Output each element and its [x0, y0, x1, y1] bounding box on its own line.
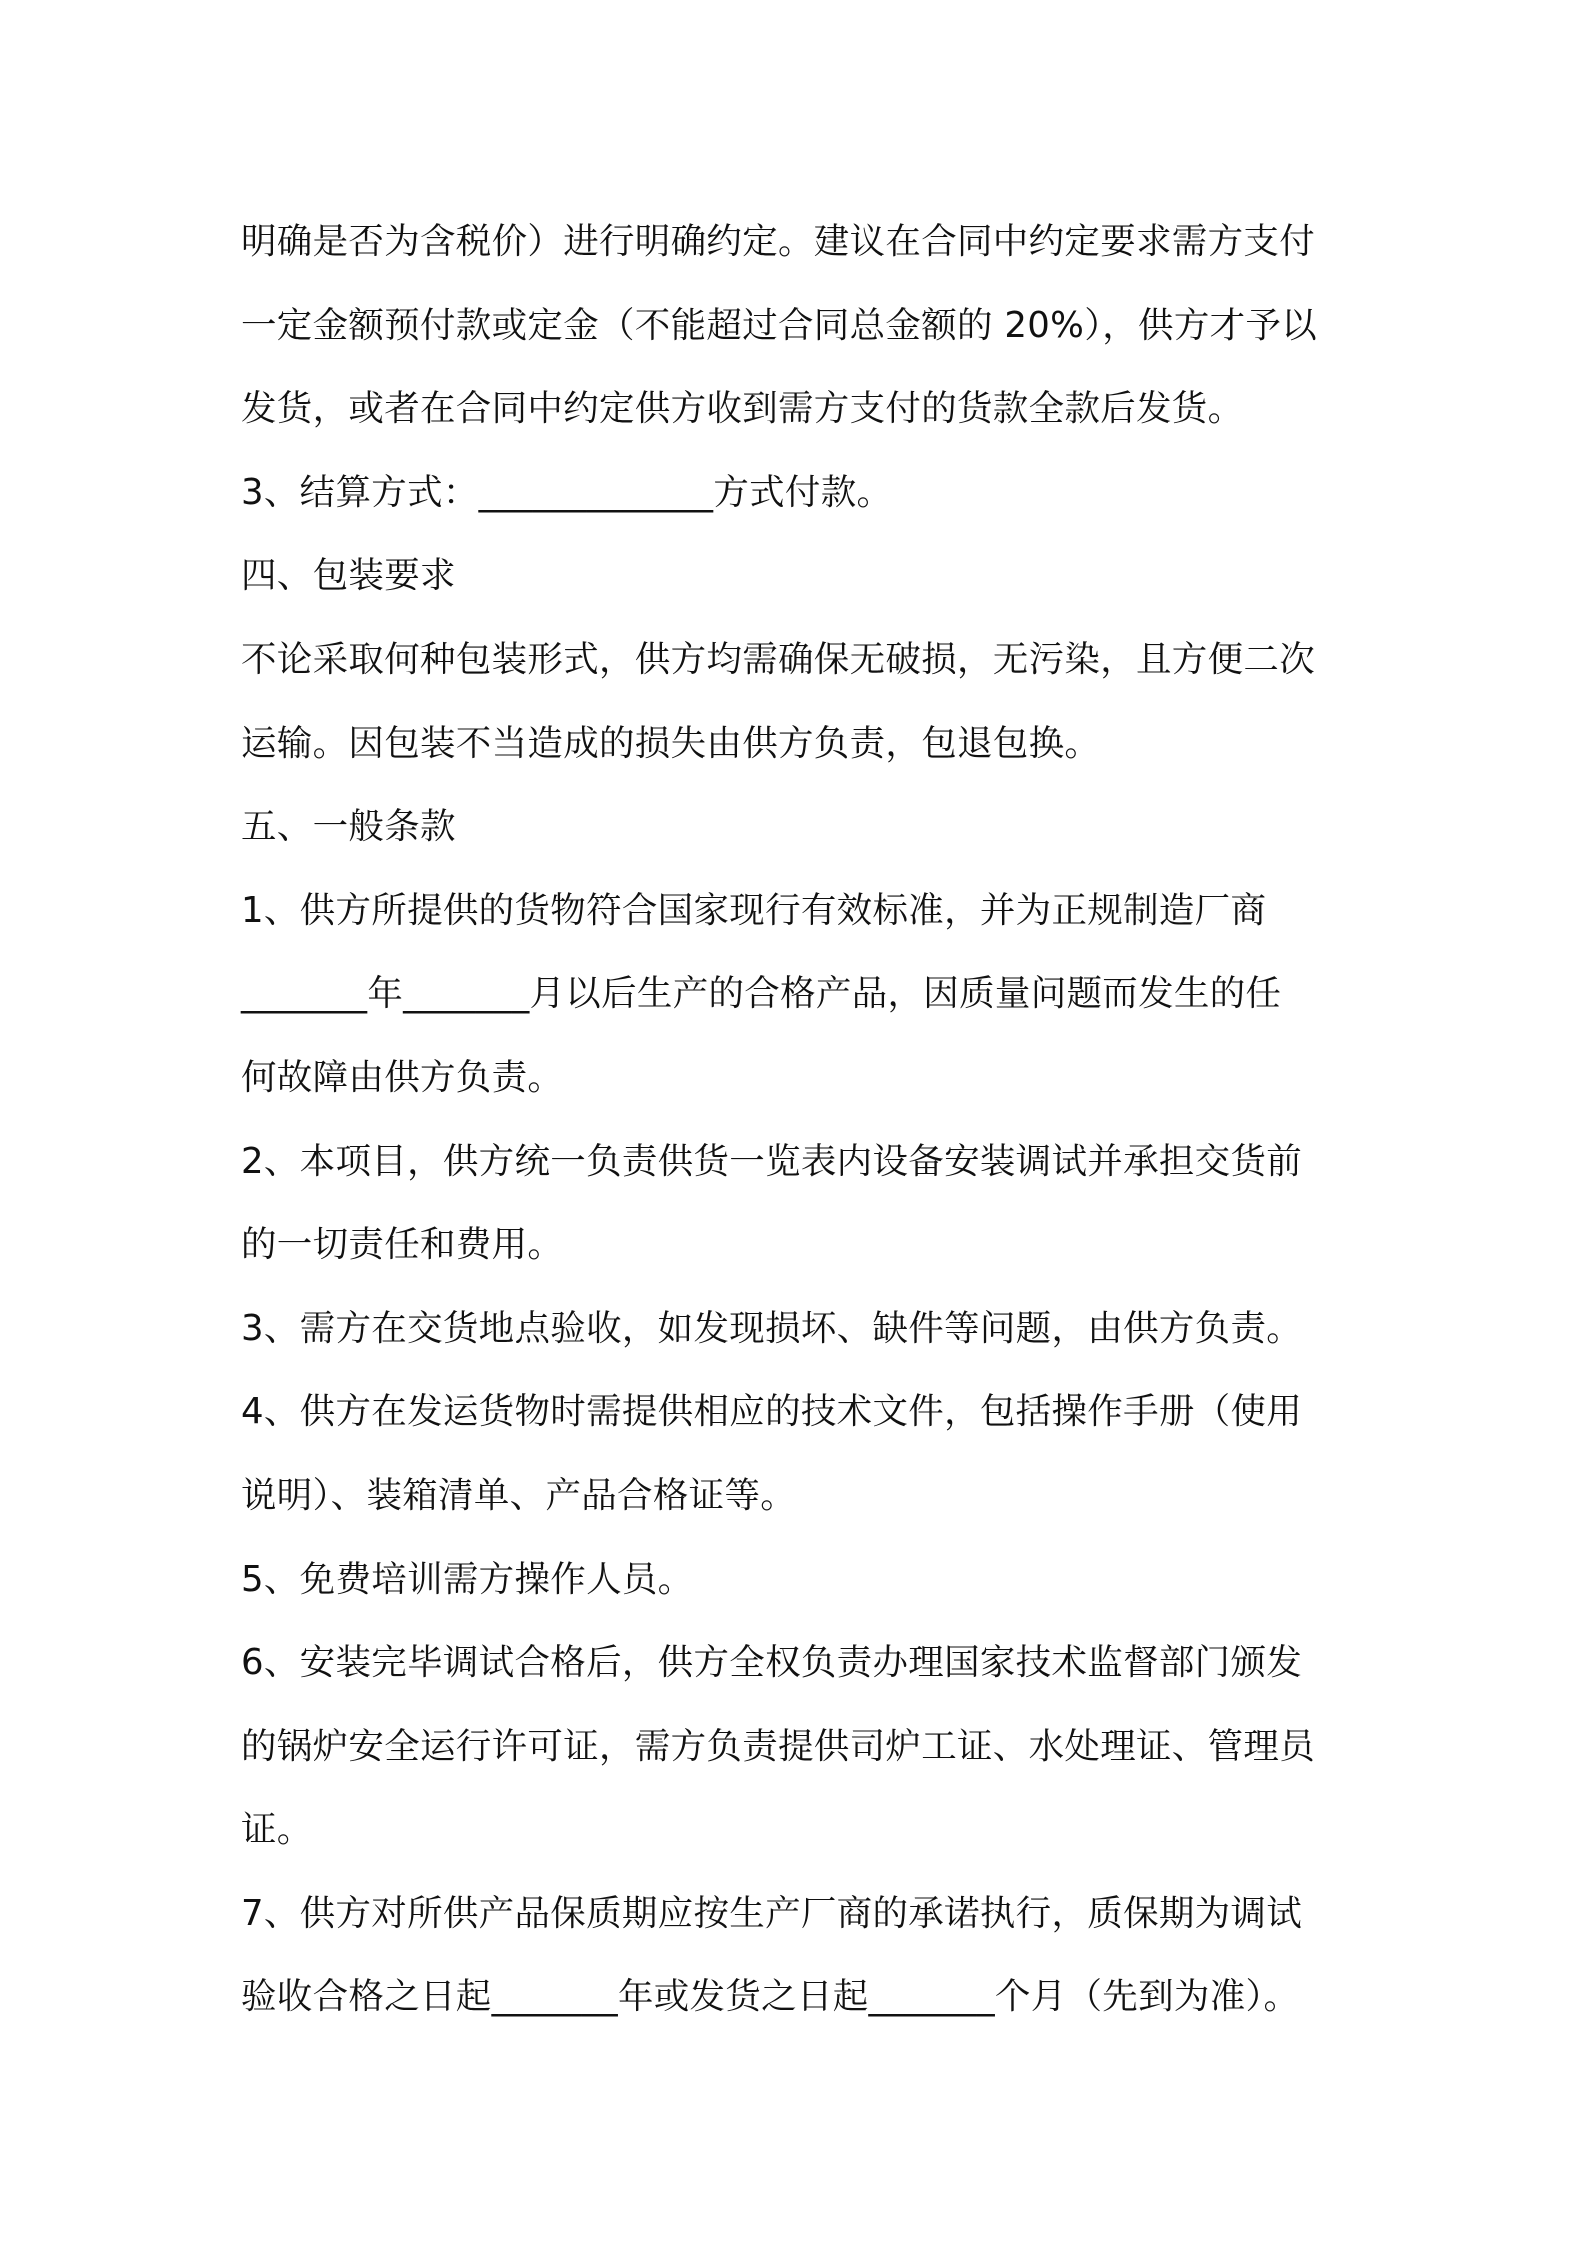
clause-settlement-method: 3、结算方式：_____________方式付款。: [241, 471, 893, 513]
text-line: 运输。因包装不当造成的损失由供方负责，包退包换。: [241, 722, 1101, 764]
text-line: 说明）、装箱清单、产品合格证等。: [241, 1474, 797, 1516]
text-line: 不论采取何种包装形式，供方均需确保无破损，无污染，且方便二次: [241, 638, 1316, 680]
clause-7: 7、供方对所供产品保质期应按生产厂商的承诺执行，质保期为调试: [241, 1892, 1303, 1934]
text-line: 何故障由供方负责。: [241, 1056, 564, 1098]
text-line: 明确是否为含税价）进行明确约定。建议在合同中约定要求需方支付: [241, 221, 1316, 262]
section-heading-general-terms: 五、一般条款: [241, 806, 456, 848]
text-line: 证。: [241, 1809, 313, 1851]
text-line: 一定金额预付款或定金（不能超过合同总金额的 20%），供方才予以: [241, 304, 1318, 346]
clause-3: 3、需方在交货地点验收，如发现损坏、缺件等问题，由供方负责。: [241, 1307, 1303, 1349]
document-body: [241, 200, 1361, 2039]
text-line: 的一切责任和费用。: [241, 1224, 564, 1266]
text-line: 的锅炉安全运行许可证，需方负责提供司炉工证、水处理证、管理员: [241, 1725, 1316, 1767]
section-heading-packaging: 四、包装要求: [241, 555, 456, 597]
clause-1: 1、供方所提供的货物符合国家现行有效标准，并为正规制造厂商: [241, 889, 1267, 931]
clause-6: 6、安装完毕调试合格后，供方全权负责办理国家技术监督部门颁发: [241, 1642, 1303, 1684]
clause-5: 5、免费培训需方操作人员。: [241, 1558, 694, 1600]
clause-4: 4、供方在发运货物时需提供相应的技术文件，包括操作手册（使用: [241, 1391, 1303, 1433]
text-line: _______年_______月以后生产的合格产品，因质量问题而发生的任: [241, 973, 1282, 1015]
text-line: 发货，或者在合同中约定供方收到需方支付的货款全款后发货。: [241, 388, 1244, 430]
text-line: 验收合格之日起_______年或发货之日起_______个月（先到为准）。: [241, 1976, 1300, 2018]
clause-2: 2、本项目，供方统一负责供货一览表内设备安装调试并承担交货前: [241, 1140, 1303, 1182]
